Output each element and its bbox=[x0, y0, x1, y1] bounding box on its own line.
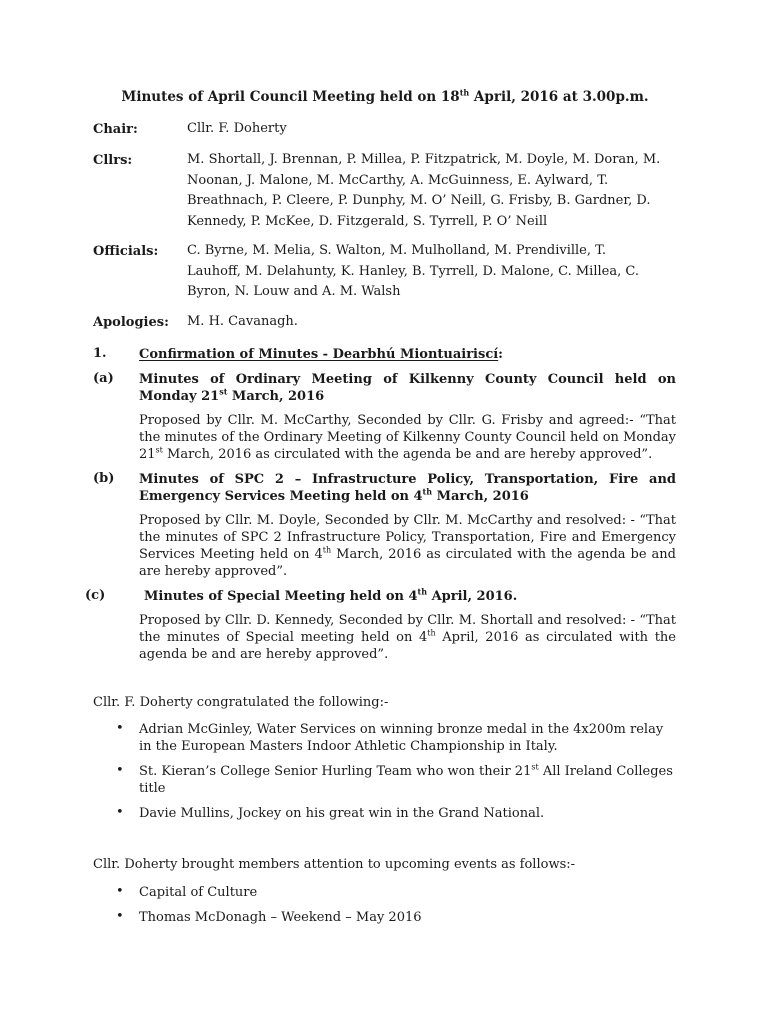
bullet-icon: • bbox=[116, 763, 124, 778]
item-a-heading: Minutes of Ordinary Meeting of Kilkenny County Council held on Monday 21st March, 2016 bbox=[139, 372, 676, 404]
item-c-heading: Minutes of Special Meeting held on 4th April, 2016. bbox=[144, 586, 518, 604]
officials-value: C. Byrne, M. Melia, S. Walton, M. Mulholland, M. Prendiville, T. Lauhoff, M. Delahunty, K. Hanley, B. Tyrrell, D. Malone, C. Millea, C. Byron, N. Louw and A. M. Walsh bbox=[187, 243, 639, 299]
item-a-body: Proposed by Cllr. M. McCarthy, Seconded by Cllr. G. Frisby and agreed:- “That the minutes of the Ordinary Meeting of Kilkenny County Council held on Monday 21st March, 2016 as circulated with the agenda be and are hereby approved”. bbox=[139, 413, 676, 462]
item-b-heading: Minutes of SPC 2 – Infrastructure Policy, Transportation, Fire and Emergency Services Meeting held on 4th March, 2016 bbox=[139, 472, 676, 504]
item-c-body: Proposed by Cllr. D. Kennedy, Seconded by Cllr. M. Shortall and resolved: - “That the minutes of Special meeting held on 4th April, 2016 as circulated with the agenda be and are hereby approved”. bbox=[139, 613, 676, 662]
congrats-item-3: Davie Mullins, Jockey on his great win in the Grand National. bbox=[139, 806, 545, 821]
officials-label: Officials: bbox=[93, 244, 159, 259]
cllrs-label: Cllrs: bbox=[93, 153, 133, 168]
congrats-item-2: St. Kieran’s College Senior Hurling Team who won their 21st All Ireland Colleges title bbox=[139, 762, 673, 796]
apologies-value: M. H. Cavanagh. bbox=[187, 314, 298, 329]
bullet-icon: • bbox=[116, 721, 124, 736]
congrats-item-1: Adrian McGinley, Water Services on winning bronze medal in the 4x200m relay in the European Masters Indoor Athletic Championship in Italy. bbox=[139, 722, 664, 754]
item-c-label: (c) bbox=[85, 588, 106, 603]
events-intro: Cllr. Doherty brought members attention to upcoming events as follows:- bbox=[93, 857, 576, 872]
item-b-label: (b) bbox=[93, 471, 115, 486]
bullet-icon: • bbox=[116, 805, 124, 820]
bullet-icon: • bbox=[116, 909, 124, 924]
apologies-label: Apologies: bbox=[93, 315, 169, 330]
section-heading: Confirmation of Minutes - Dearbhú Miontuairiscí: bbox=[139, 347, 503, 362]
item-b-body: Proposed by Cllr. M. Doyle, Seconded by Cllr. M. McCarthy and resolved: - “That the minutes of SPC 2 Infrastructure Policy, Transportation, Fire and Emergency Services Meeting held on 4th March, 2016 as circulated with the agenda be and are hereby approved”. bbox=[139, 513, 677, 579]
item-a-label: (a) bbox=[93, 371, 114, 386]
section-number: 1. bbox=[93, 346, 107, 361]
chair-value: Cllr. F. Doherty bbox=[187, 121, 287, 136]
event-item-1: Capital of Culture bbox=[139, 885, 258, 900]
bullet-icon: • bbox=[116, 884, 124, 899]
congrats-intro: Cllr. F. Doherty congratulated the following:- bbox=[93, 695, 389, 710]
cllrs-value: M. Shortall, J. Brennan, P. Millea, P. Fitzpatrick, M. Doyle, M. Doran, M. Noonan, J. Malone, M. McCarthy, A. McGuinness, E. Aylward, T. Breathnach, P. Cleere, P. Dunphy, M. O’ Neill, G. Frisby, B. Gardner, D. Kennedy, P. McKee, D. Fitzgerald, S. Tyrrell, P. O’ Neill bbox=[187, 152, 661, 229]
chair-label: Chair: bbox=[93, 122, 138, 137]
event-item-2: Thomas McDonagh – Weekend – May 2016 bbox=[139, 910, 422, 925]
page-title: Minutes of April Council Meeting held on 18th April, 2016 at 3.00p.m. bbox=[121, 87, 649, 105]
